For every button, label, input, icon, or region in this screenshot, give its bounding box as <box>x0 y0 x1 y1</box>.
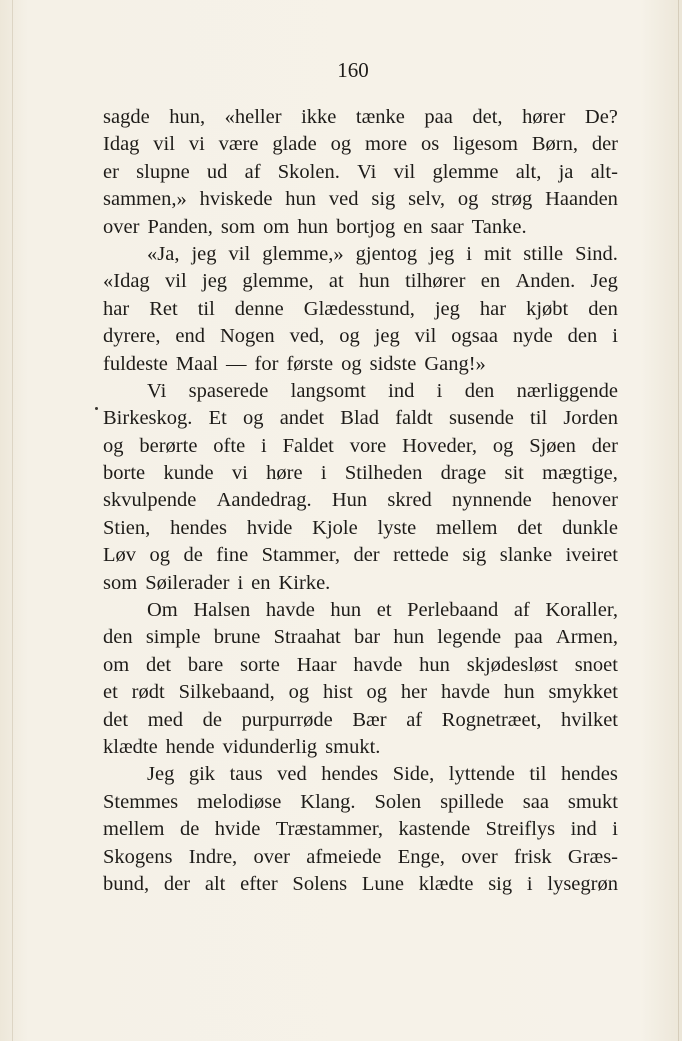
text-line: klædte hende vidunderlig smukt. <box>103 735 381 758</box>
page-right-edge <box>678 0 679 1041</box>
body-text <box>103 104 618 898</box>
text-line: dyrere, end Nogen ved, og jeg vil ogsaa nyde den i <box>103 325 618 348</box>
text-line: fuldeste Maal — for første og sidste Gang!» <box>103 352 486 375</box>
text-line: er slupne ud af Skolen. Vi vil glemme alt, ja alt- <box>103 160 618 183</box>
text-line: som Søilerader i en Kirke. <box>103 571 331 594</box>
text-line: Skogens Indre, over afmeiede Enge, over frisk Græs- <box>103 845 618 868</box>
text-line: Stien, hendes hvide Kjole lyste mellem det dunkle <box>103 516 618 539</box>
text-line: Løv og de fine Stammer, der rettede sig slanke iveiret <box>103 544 618 567</box>
text-line: et rødt Silkebaand, og hist og her havde hun smykket <box>103 681 618 704</box>
print-speck <box>95 407 98 410</box>
text-line: om det bare sorte Haar havde hun skjødesløst snoet <box>103 653 618 676</box>
page-gutter-edge <box>12 0 13 1041</box>
text-line: det med de purpurrøde Bær af Rognetræet, hvilket <box>103 708 618 731</box>
page-number: 160 <box>337 58 369 82</box>
text-line: «Idag vil jeg glemme, at hun tilhører en Anden. Jeg <box>103 270 618 293</box>
text-line: Vi spaserede langsomt ind i den nærliggende <box>147 379 618 402</box>
text-line: Birkeskog. Et og andet Blad faldt susende til Jorden <box>103 407 618 430</box>
text-line: mellem de hvide Træstammer, kastende Streiflys ind i <box>103 818 618 841</box>
text-line: og berørte ofte i Faldet vore Hoveder, og Sjøen der <box>103 434 618 457</box>
text-line: over Panden, som om hun bortjog en saar Tanke. <box>103 215 527 238</box>
text-line: bund, der alt efter Solens Lune klædte sig i lysegrøn <box>103 872 618 895</box>
text-line: sagde hun, «heller ikke tænke paa det, hører De? <box>103 106 618 128</box>
text-line: skvulpende Aandedrag. Hun skred nynnende henover <box>103 489 618 512</box>
text-line: Idag vil vi være glade og more os ligesom Børn, der <box>103 133 618 156</box>
text-line: har Ret til denne Glædesstund, jeg har kjøbt den <box>103 297 618 320</box>
text-line: Jeg gik taus ved hendes Side, lyttende til hendes <box>147 763 618 786</box>
text-line: Om Halsen havde hun et Perlebaand af Koraller, <box>147 599 618 622</box>
text-line: sammen,» hviskede hun ved sig selv, og strøg Haanden <box>103 188 618 211</box>
text-line: den simple brune Straahat bar hun legende paa Armen, <box>103 626 618 649</box>
text-line: Stemmes melodiøse Klang. Solen spillede saa smukt <box>103 790 618 813</box>
text-line: borte kunde vi høre i Stilheden drage sit mægtige, <box>103 462 618 485</box>
text-line: «Ja, jeg vil glemme,» gjentog jeg i mit stille Sind. <box>147 242 618 265</box>
